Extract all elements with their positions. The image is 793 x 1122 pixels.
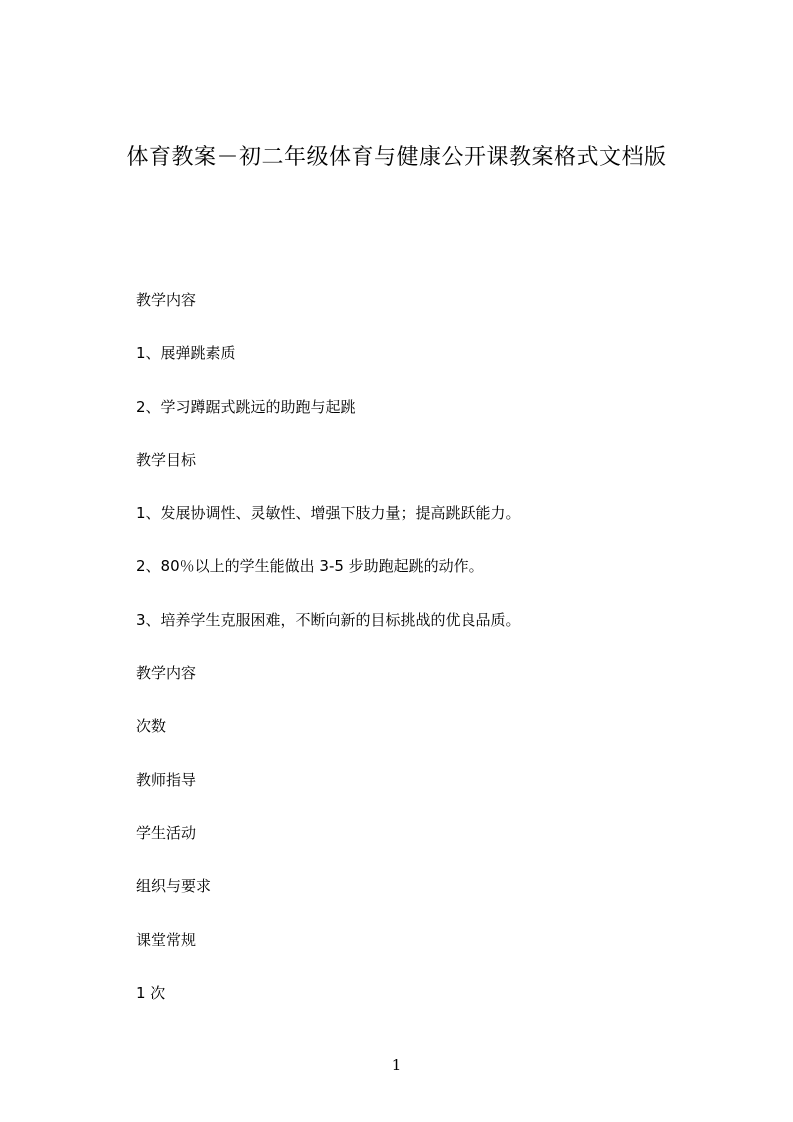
table-header-content: 教学内容 (136, 664, 197, 683)
page-number: 1 (391, 1056, 402, 1074)
objective-item-3: 3、培养学生克服困难，不断向新的目标挑战的优良品质。 (136, 610, 521, 629)
table-header-count: 次数 (136, 717, 167, 736)
content-item-2: 2、学习蹲踞式跳远的助跑与起跳 (136, 397, 356, 416)
content-item-1: 1、展弹跳素质 (136, 344, 236, 363)
document-body (136, 289, 521, 1035)
section-heading-content: 教学内容 (136, 291, 197, 309)
table-cell-count: 1 次 (136, 983, 166, 1002)
table-header-student-activity: 学生活动 (136, 823, 197, 842)
table-cell-classroom-routine: 课堂常规 (136, 930, 197, 949)
document-title: 体育教案－初二年级体育与健康公开课教案格式文档版 (126, 145, 667, 170)
objective-item-2: 2、80％以上的学生能做出 3-5 步助跑起跳的动作。 (136, 557, 484, 576)
section-heading-objectives: 教学目标 (136, 450, 197, 469)
objective-item-1: 1、发展协调性、灵敏性、增强下肢力量；提高跳跃能力。 (136, 504, 521, 523)
table-header-teacher-guidance: 教师指导 (136, 770, 197, 789)
table-header-organization: 组织与要求 (136, 877, 212, 896)
